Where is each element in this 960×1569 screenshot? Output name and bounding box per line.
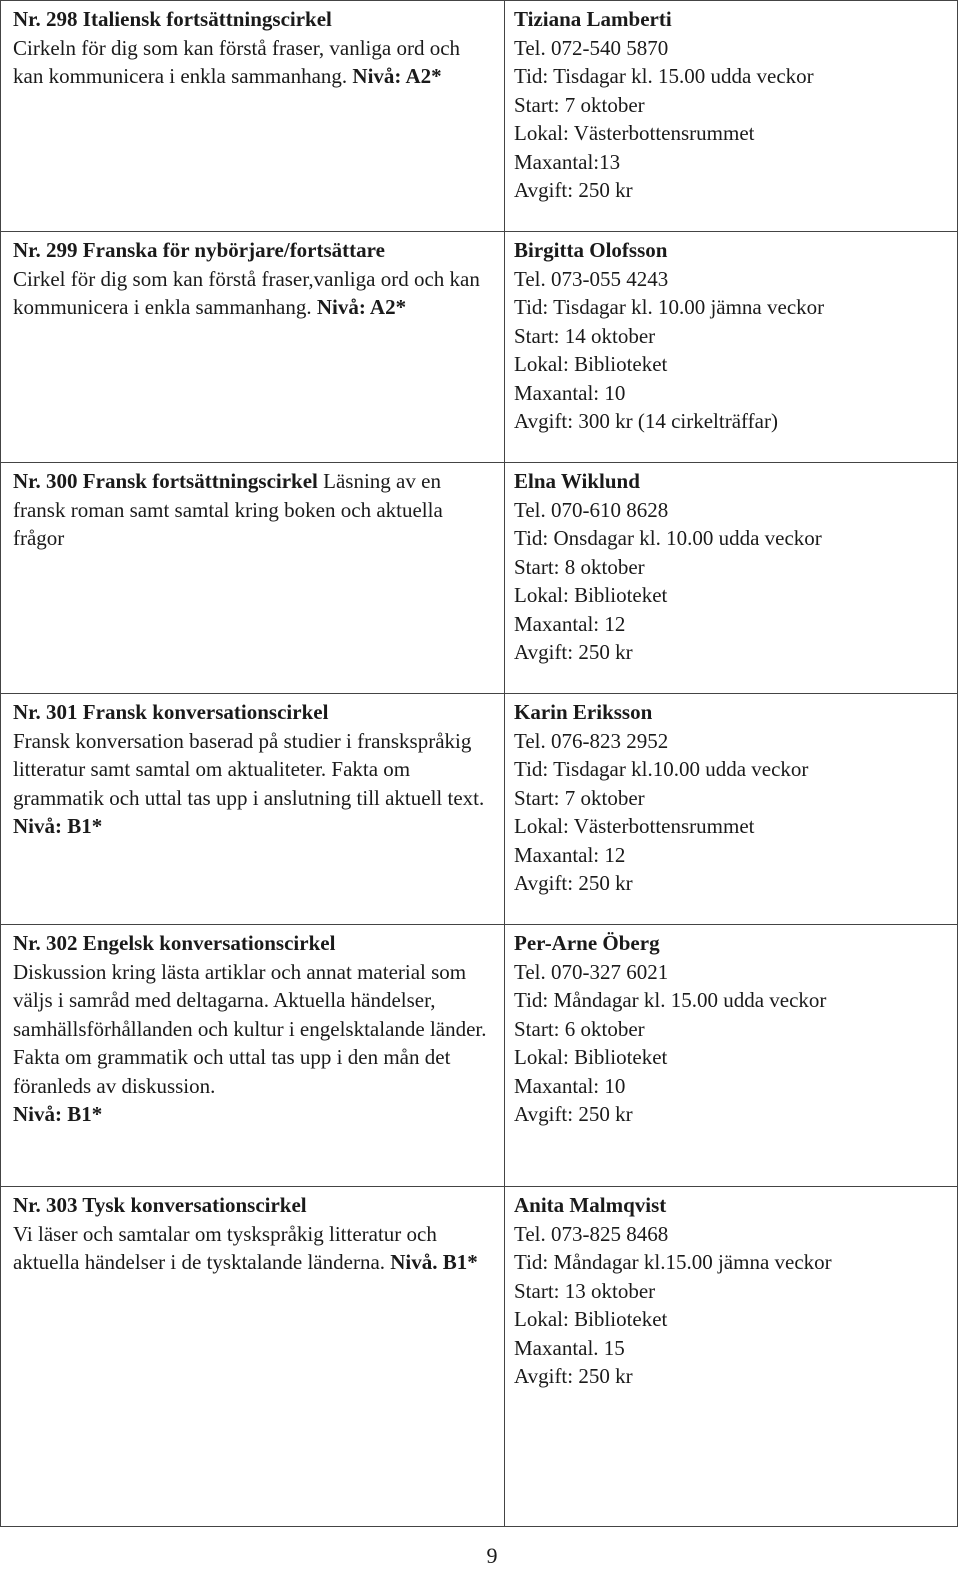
leader-info xyxy=(505,694,958,925)
leader-max: Maxantal: 10 xyxy=(514,1073,626,1098)
course-title: Nr. 299 Franska för nybörjare/fortsättare xyxy=(13,238,385,262)
leader-venue: Lokal: Biblioteket xyxy=(514,352,668,376)
leader-phone: Tel. 070-610 8628 xyxy=(514,497,669,522)
leader-max: Maxantal:13 xyxy=(514,149,621,174)
leader-start: Start: 8 oktober xyxy=(514,554,645,579)
leader-time: Tid: Måndagar kl.15.00 jämna veckor xyxy=(514,1250,832,1274)
leader-phone: Tel. 073-055 4243 xyxy=(514,266,669,291)
leader-time: Tid: Onsdagar kl. 10.00 udda veckor xyxy=(514,526,822,550)
leader-info xyxy=(505,1187,958,1527)
leader-phone: Tel. 070-327 6021 xyxy=(514,959,669,984)
course-level: Nivå: A2* xyxy=(352,64,442,88)
course-info xyxy=(1,232,505,463)
leader-time: Tid: Tisdagar kl. 10.00 jämna veckor xyxy=(514,295,825,319)
leader-start: Start: 7 oktober xyxy=(514,785,645,810)
course-info xyxy=(1,1,505,232)
course-title: Nr. 301 Fransk konversationscirkel xyxy=(13,700,329,724)
leader-venue: Lokal: Västerbottensrummet xyxy=(514,814,755,838)
leader-venue: Lokal: Västerbottensrummet xyxy=(514,121,755,145)
course-description: Cirkel för dig som kan förstå fraser,vanliga ord och kan kommunicera i enkla sammanhang. xyxy=(13,266,480,319)
course-title: Nr. 298 Italiensk fortsättningscirkel xyxy=(13,7,332,31)
leader-name: Birgitta Olofsson xyxy=(514,238,668,262)
course-row xyxy=(1,1187,958,1527)
leader-info xyxy=(505,463,958,694)
course-row xyxy=(1,694,958,925)
leader-name: Anita Malmqvist xyxy=(514,1193,667,1217)
leader-name: Elna Wiklund xyxy=(514,469,640,493)
leader-max: Maxantal. 15 xyxy=(514,1335,625,1360)
course-description: Diskussion kring lästa artiklar och annat material som väljs i samråd med deltagarna. Aktuella händelser, samhällsförhållanden och kultur i engelsktalande länder. Fakta om grammatik och uttal tas upp i den mån det föranleds av diskussion. xyxy=(13,959,487,1098)
leader-time: Tid: Måndagar kl. 15.00 udda veckor xyxy=(514,988,827,1012)
leader-fee: Avgift: 250 kr xyxy=(514,1364,633,1388)
course-description: Fransk konversation baserad på studier i franskspråkig litteratur samt samtal om aktualiteter. Fakta om grammatik och uttal tas upp i anslutning till aktuell text. xyxy=(13,728,485,810)
page-number: 9 xyxy=(486,1543,498,1568)
course-info xyxy=(1,925,505,1187)
course-info xyxy=(1,694,505,925)
leader-fee: Avgift: 250 kr xyxy=(514,871,633,895)
leader-phone: Tel. 073-825 8468 xyxy=(514,1221,669,1246)
leader-info xyxy=(505,1,958,232)
leader-time: Tid: Tisdagar kl. 15.00 udda veckor xyxy=(514,64,814,88)
course-info xyxy=(1,463,505,694)
leader-fee: Avgift: 250 kr xyxy=(514,640,633,664)
leader-name: Per-Arne Öberg xyxy=(514,931,660,955)
leader-venue: Lokal: Biblioteket xyxy=(514,583,668,607)
course-row xyxy=(1,463,958,694)
course-title: Nr. 302 Engelsk konversationscirkel xyxy=(13,931,336,955)
course-level: Nivå: A2* xyxy=(316,295,407,319)
course-row xyxy=(1,925,958,1187)
course-description: Cirkeln för dig som kan förstå fraser, vanliga ord och kan kommunicera i enkla sammanhang. xyxy=(13,35,461,88)
leader-fee: Avgift: 300 kr (14 cirkelträffar) xyxy=(514,409,778,433)
leader-max: Maxantal: 10 xyxy=(514,380,626,405)
course-description: Läsning av en fransk roman samt samtal kring boken och aktuella frågor xyxy=(13,469,443,550)
leader-start: Start: 6 oktober xyxy=(514,1016,645,1041)
leader-name: Karin Eriksson xyxy=(514,700,653,724)
course-title: Nr. 303 Tysk konversationscirkel xyxy=(13,1193,307,1217)
leader-start: Start: 7 oktober xyxy=(514,92,645,117)
leader-max: Maxantal: 12 xyxy=(514,842,626,867)
course-info xyxy=(1,1187,505,1527)
course-row xyxy=(1,232,958,463)
leader-start: Start: 13 oktober xyxy=(514,1278,656,1303)
leader-fee: Avgift: 250 kr xyxy=(514,178,633,202)
leader-time: Tid: Tisdagar kl.10.00 udda veckor xyxy=(514,757,809,781)
leader-venue: Lokal: Biblioteket xyxy=(514,1307,668,1331)
leader-phone: Tel. 076-823 2952 xyxy=(514,728,669,753)
leader-name: Tiziana Lamberti xyxy=(514,7,672,31)
leader-venue: Lokal: Biblioteket xyxy=(514,1045,668,1069)
course-level: Nivå. B1* xyxy=(390,1250,478,1274)
course-row xyxy=(1,1,958,232)
leader-info xyxy=(505,925,958,1187)
course-level: Nivå: B1* xyxy=(13,1102,103,1126)
leader-info xyxy=(505,232,958,463)
course-title: Nr. 300 Fransk fortsättningscirkel xyxy=(13,469,318,493)
leader-max: Maxantal: 12 xyxy=(514,611,626,636)
leader-fee: Avgift: 250 kr xyxy=(514,1102,633,1126)
course-description: Vi läser och samtalar om tyskspråkig litteratur och aktuella händelser i de tysktalande länderna. xyxy=(13,1221,437,1274)
leader-phone: Tel. 072-540 5870 xyxy=(514,35,669,60)
course-level: Nivå: B1* xyxy=(13,814,103,838)
leader-start: Start: 14 oktober xyxy=(514,323,656,348)
